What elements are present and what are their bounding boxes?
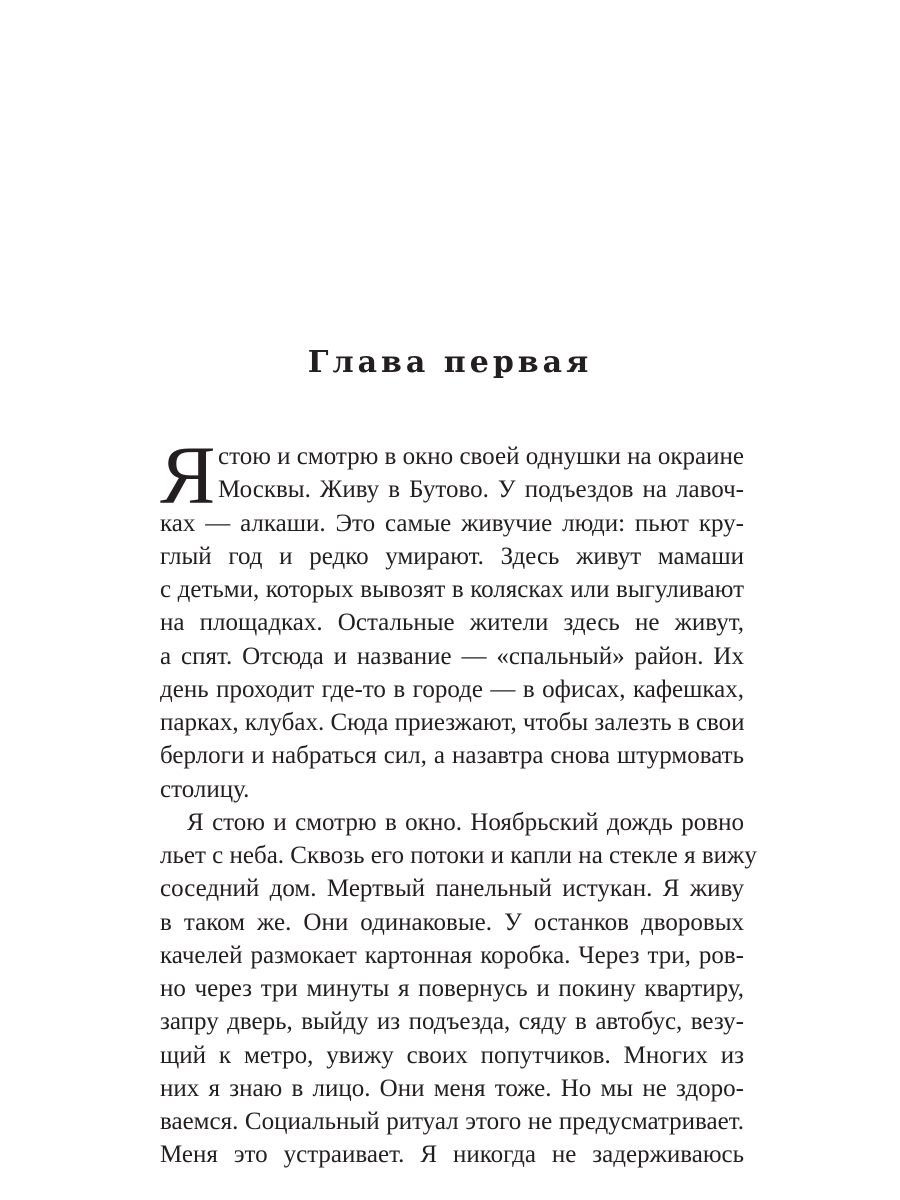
text-line: соседний дом. Мертвый панельный истукан. Я живу (160, 875, 744, 903)
text-line: ваемся. Социальный ритуал этого не предусматривает. (160, 1108, 744, 1135)
text-line: стою и смотрю в окно своей однушки на окраине (218, 443, 744, 470)
text-line: щий к метро, увижу своих попутчиков. Многих из (160, 1041, 744, 1069)
text-line: столицу. (160, 775, 250, 803)
text-line: с детьми, которых вывозят в колясках или выгуливают (160, 576, 744, 603)
text-line: но через три минуты я повернусь и покину квартиру, (160, 975, 744, 1002)
text-line: Я стою и смотрю в окно. Ноябрьский дождь ровно (187, 808, 744, 836)
text-line: в таком же. Они одинаковые. У останков дворовых (160, 908, 744, 936)
drop-cap: Я (160, 429, 216, 521)
text-line: а спят. Отсюда и название — «спальный» район. Их (160, 642, 744, 670)
text-line: день проходит где-то в городе — в офисах, кафешках, (160, 675, 744, 703)
text-line: глый год и редко умирают. Здесь живут мамаши (160, 542, 744, 570)
chapter-title: Глава первая (307, 345, 593, 380)
text-line: льет с неба. Сквозь его потоки и капли на стекле я вижу (160, 842, 757, 869)
text-line: парках, клубах. Сюда приезжают, чтобы залезть в свои (160, 709, 745, 736)
chapter-text (160, 429, 757, 1172)
text-line: на площадках. Остальные жители здесь не живут, (160, 609, 744, 637)
text-line: них я знаю в лицо. Они меня тоже. Но мы не здоро- (160, 1074, 744, 1102)
text-line: берлоги и набраться сил, а назавтра снова штурмовать (160, 742, 744, 770)
text-line: ках — алкаши. Это самые живучие люди: пьют кру- (160, 509, 744, 537)
text-line: Меня это устраивает. Я никогда не задерживаюсь (160, 1141, 744, 1169)
text-line: Москвы. Живу в Бутово. У подъездов на лавоч- (218, 476, 744, 504)
text-line: качелей размокает картонная коробка. Через три, ров- (160, 941, 744, 969)
text-line: запру дверь, выйду из подъезда, сяду в автобус, везу- (160, 1008, 744, 1036)
